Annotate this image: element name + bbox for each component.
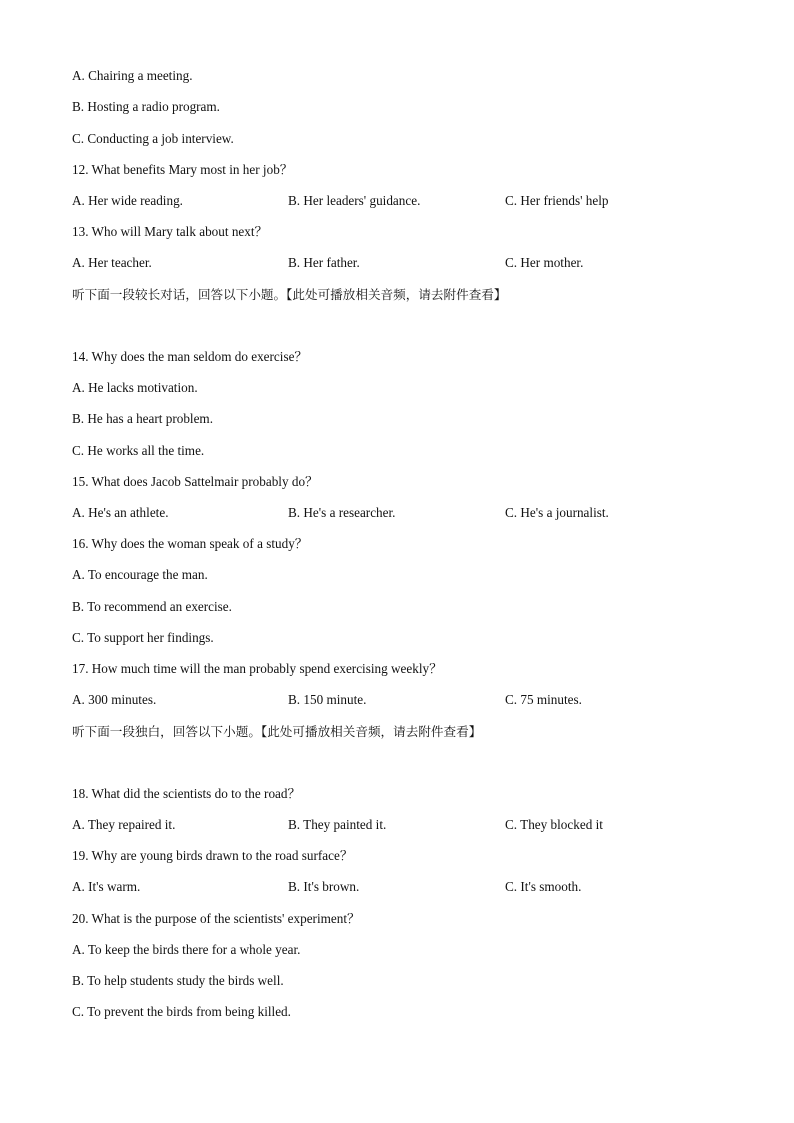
q16-option-a: A. To encourage the man. (72, 567, 208, 582)
q15-option-b: B. He's a researcher. (288, 505, 396, 520)
q15-option-a: A. He's an athlete. (72, 505, 169, 520)
section-instruction-monologue: 听下面一段独白，回答以下小题。【此处可播放相关音频，请去附件查看】 (72, 724, 482, 739)
q13-option-c: C. Her mother. (505, 255, 584, 270)
q19-options (72, 878, 712, 896)
q19-option-a: A. It's warm. (72, 879, 141, 894)
q12-option-b: B. Her leaders' guidance. (288, 193, 421, 208)
q18-option-a: A. They repaired it. (72, 817, 176, 832)
q12-question: 12. What benefits Mary most in her job？ (72, 162, 293, 177)
q15-option-c: C. He's a journalist. (505, 505, 609, 520)
q20-option-a: A. To keep the birds there for a whole year. (72, 942, 301, 957)
q16-question: 16. Why does the woman speak of a study？ (72, 536, 308, 551)
q17-option-c: C. 75 minutes. (505, 692, 582, 707)
q20-option-b: B. To help students study the birds well. (72, 973, 284, 988)
q13-option-a: A. Her teacher. (72, 255, 152, 270)
q20-question: 20. What is the purpose of the scientists' experiment？ (72, 911, 361, 926)
q19-option-b: B. It's brown. (288, 879, 360, 894)
q16-option-c: C. To support her findings. (72, 630, 214, 645)
section-instruction-dialogue: 听下面一段较长对话，回答以下小题。【此处可播放相关音频，请去附件查看】 (72, 287, 507, 302)
q11-option-c: C. Conducting a job interview. (72, 131, 234, 146)
q14-option-c: C. He works all the time. (72, 443, 205, 458)
q13-question: 13. Who will Mary talk about next？ (72, 224, 268, 239)
q14-option-a: A. He lacks motivation. (72, 380, 198, 395)
q19-option-c: C. It's smooth. (505, 879, 582, 894)
q20-option-c: C. To prevent the birds from being killed. (72, 1004, 291, 1019)
q13-options (72, 254, 712, 272)
q19-question: 19. Why are young birds drawn to the road surface？ (72, 848, 354, 863)
q17-option-b: B. 150 minute. (288, 692, 367, 707)
q13-option-b: B. Her father. (288, 255, 360, 270)
q17-option-a: A. 300 minutes. (72, 692, 157, 707)
q11-option-b: B. Hosting a radio program. (72, 99, 220, 114)
q14-option-b: B. He has a heart problem. (72, 411, 213, 426)
q12-option-c: C. Her friends' help (505, 193, 609, 208)
q15-options (72, 504, 712, 522)
q17-question: 17. How much time will the man probably spend exercising weekly？ (72, 661, 443, 676)
q12-options (72, 192, 712, 210)
q18-question: 18. What did the scientists do to the road？ (72, 786, 301, 801)
q14-question: 14. Why does the man seldom do exercise？ (72, 349, 308, 364)
q15-question: 15. What does Jacob Sattelmair probably do？ (72, 474, 319, 489)
q18-option-b: B. They painted it. (288, 817, 387, 832)
q12-option-a: A. Her wide reading. (72, 193, 183, 208)
q18-option-c: C. They blocked it (505, 817, 603, 832)
q17-options (72, 691, 712, 709)
q11-option-a: A. Chairing a meeting. (72, 68, 193, 83)
q16-option-b: B. To recommend an exercise. (72, 599, 232, 614)
q18-options (72, 816, 712, 834)
